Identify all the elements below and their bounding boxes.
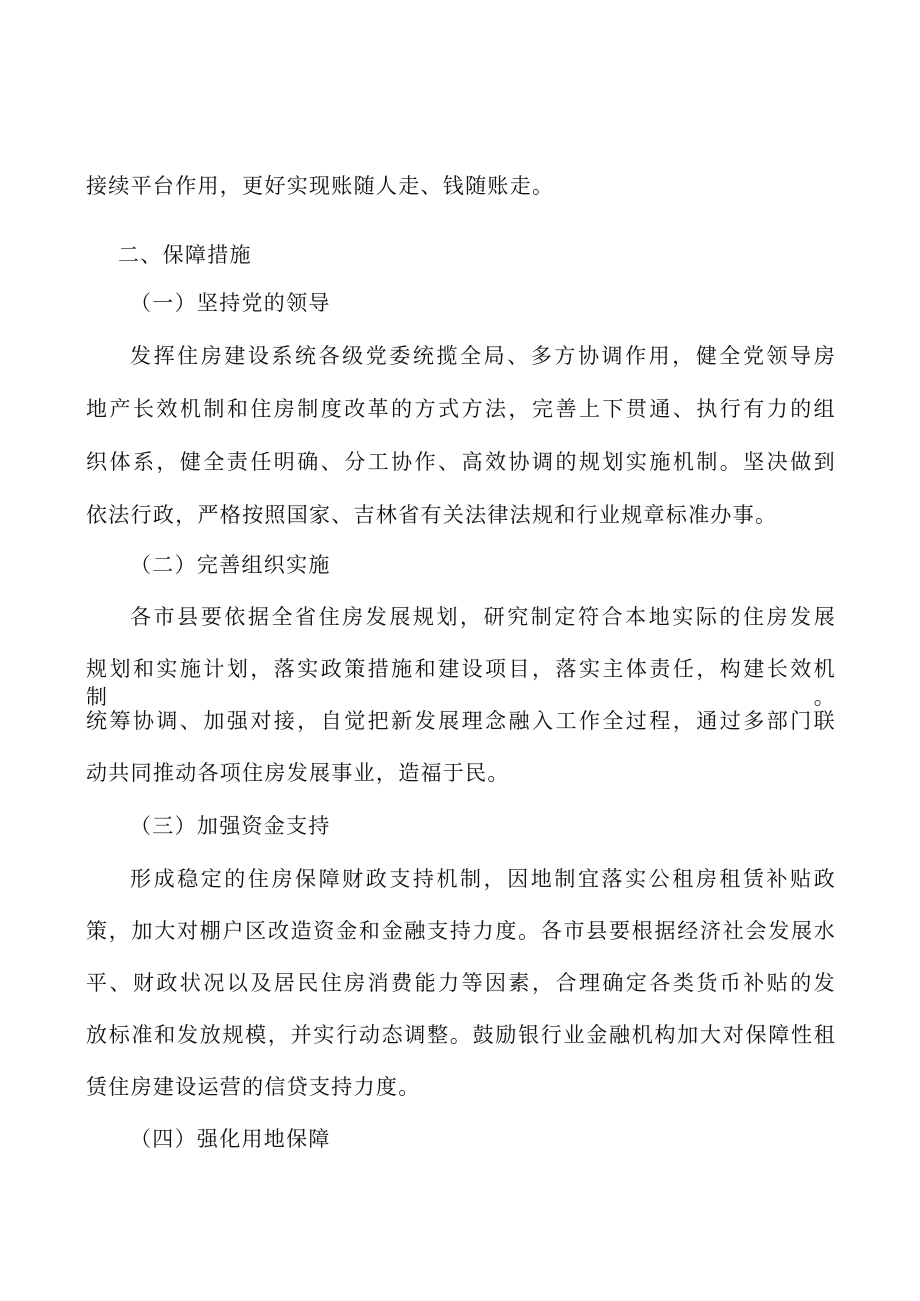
paragraph-3-line-5: 赁住房建设运营的信贷支持力度。 — [86, 1075, 421, 1099]
paragraph-2-line-3: 统筹协调、加强对接，自觉把新发展理念融入工作全过程，通过多部门联 — [86, 709, 836, 733]
paragraph-1-line-3: 织体系，健全责任明确、分工协作、高效协调的规划实施机制。坚决做到 — [86, 450, 836, 474]
paragraph-1-line-4: 依法行政，严格按照国家、吉林省有关法律法规和行业规章标准办事。 — [86, 503, 778, 527]
subsection-heading-2: （二）完善组织实施 — [130, 553, 331, 577]
paragraph-continuation-line: 接续平台作用，更好实现账随人走、钱随账走。 — [86, 174, 555, 198]
paragraph-3-line-4: 放标准和发放规模，并实行动态调整。鼓励银行业金融机构加大对保障性租 — [86, 1023, 836, 1047]
paragraph-1-line-1: 发挥住房建设系统各级党委统揽全局、多方协调作用，健全党领导房 — [130, 344, 836, 368]
paragraph-2-line-1: 各市县要依据全省住房发展规划，研究制定符合本地实际的住房发展 — [130, 605, 836, 629]
paragraph-2-line-4: 动共同推动各项住房发展事业，造福于民。 — [86, 761, 510, 785]
section-heading: 二、保障措施 — [118, 243, 252, 267]
paragraph-1-line-2: 地产长效机制和住房制度改革的方式方法，完善上下贯通、执行有力的组 — [86, 397, 836, 421]
subsection-heading-1: （一）坚持党的领导 — [130, 291, 331, 315]
subsection-heading-4: （四）强化用地保障 — [130, 1127, 331, 1151]
paragraph-3-line-1: 形成稳定的住房保障财政支持机制，因地制宜落实公租房租赁补贴政 — [130, 867, 836, 891]
subsection-heading-3: （三）加强资金支持 — [130, 814, 331, 838]
paragraph-2-line-2: 规划和实施计划，落实政策措施和建设项目，落实主体责任，构建长效机制。 — [86, 657, 836, 709]
paragraph-3-line-3: 平、财政状况以及居民住房消费能力等因素，合理确定各类货币补贴的发 — [86, 971, 836, 995]
paragraph-3-line-2: 策，加大对棚户区改造资金和金融支持力度。各市县要根据经济社会发展水 — [86, 919, 836, 943]
